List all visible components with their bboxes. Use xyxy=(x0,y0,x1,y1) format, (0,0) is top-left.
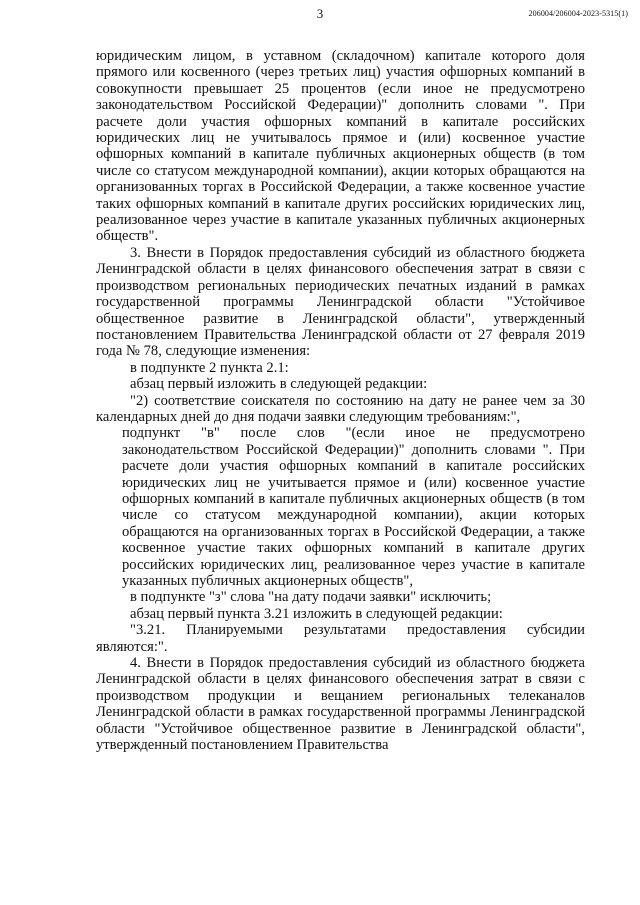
paragraph-quote-3-21: "3.21. Планируемыми результатами предоставления субсидии являются:". xyxy=(96,622,585,655)
paragraph-first-abzac: абзац первый изложить в следующей редакции: xyxy=(130,376,428,393)
paragraph-item-4: 4. Внести в Порядок предоставления субсидий из областного бюджета Ленинградской области в целях финансового обеспечения затрат в связи с производством продукции и вещанием региональных телеканалов Ленинградской области в рамках государственной программы Ленинградской области "Устойчивое общественное развитие в Ленинградской области", утвержденный постановлением Правительства xyxy=(96,655,585,754)
paragraph-item-3: 3. Внести в Порядок предоставления субсидий из областного бюджета Ленинградской области в целях финансового обеспечения затрат в связи с производством региональных периодических печатных изданий в рамках государственной программы Ленинградской области "Устойчивое общественное развитие в Ленинградской области", утвержденный постановлением Правительства Ленинградской области от 27 февраля 2019 года № 78, следующие изменения: xyxy=(96,244,585,360)
page-number: 3 xyxy=(316,6,324,21)
paragraph-quote-2: "2) соответствие соискателя по состоянию на дату не ранее чем за 30 календарных дней до дня подачи заявки следующим требованиям:", xyxy=(96,392,585,425)
document-id: 206004/206004-2023-5315(1) xyxy=(528,9,628,18)
document-body xyxy=(96,48,585,753)
paragraph-subpoint-2-1: в подпункте 2 пункта 2.1: xyxy=(130,359,289,376)
paragraph-continuation: юридическим лицом, в уставном (складочном) капитале которого доля прямого или косвенного (через третьих лиц) участия офшорных компаний в совокупности превышает 25 процентов (если иное не предусмотрено законодательством Российской Федерации)" дополнить словами ". При расчете доли участия офшорных компаний в капитале российских юридических лиц не учитывалось прямое и (или) косвенное участие офшорных компаний в капитале публичных акционерных обществ (в том числе со статусом международной компании), акции которых обращаются на организованных торгах в Российской Федерации, а также косвенное участие таких офшорных компаний в капитале других российских юридических лиц, реализованное через участие в капитале указанных публичных акционерных обществ". xyxy=(96,48,585,245)
paragraph-subpoint-z: в подпункте "з" слова "на дату подачи заявки" исключить; xyxy=(130,589,492,606)
paragraph-3-21-intro: абзац первый пункта 3.21 изложить в следующей редакции: xyxy=(130,605,503,622)
paragraph-subpoint-v: подпункт "в" после слов "(если иное не предусмотрено законодательством Российской Федерации)" дополнить словами ". При расчете доли участия офшорных компаний в капитале российских юридических лиц не учитывается прямое и (или) косвенное участие офшорных компаний в капитале публичных акционерных обществ (в том числе со статусом международной компании), акции которых обращаются на организованных торгах в Российской Федерации, а также косвенное участие таких офшорных компаний в капитале других российских юридических лиц, реализованное через участие в капитале указанных публичных акционерных обществ", xyxy=(122,425,585,589)
